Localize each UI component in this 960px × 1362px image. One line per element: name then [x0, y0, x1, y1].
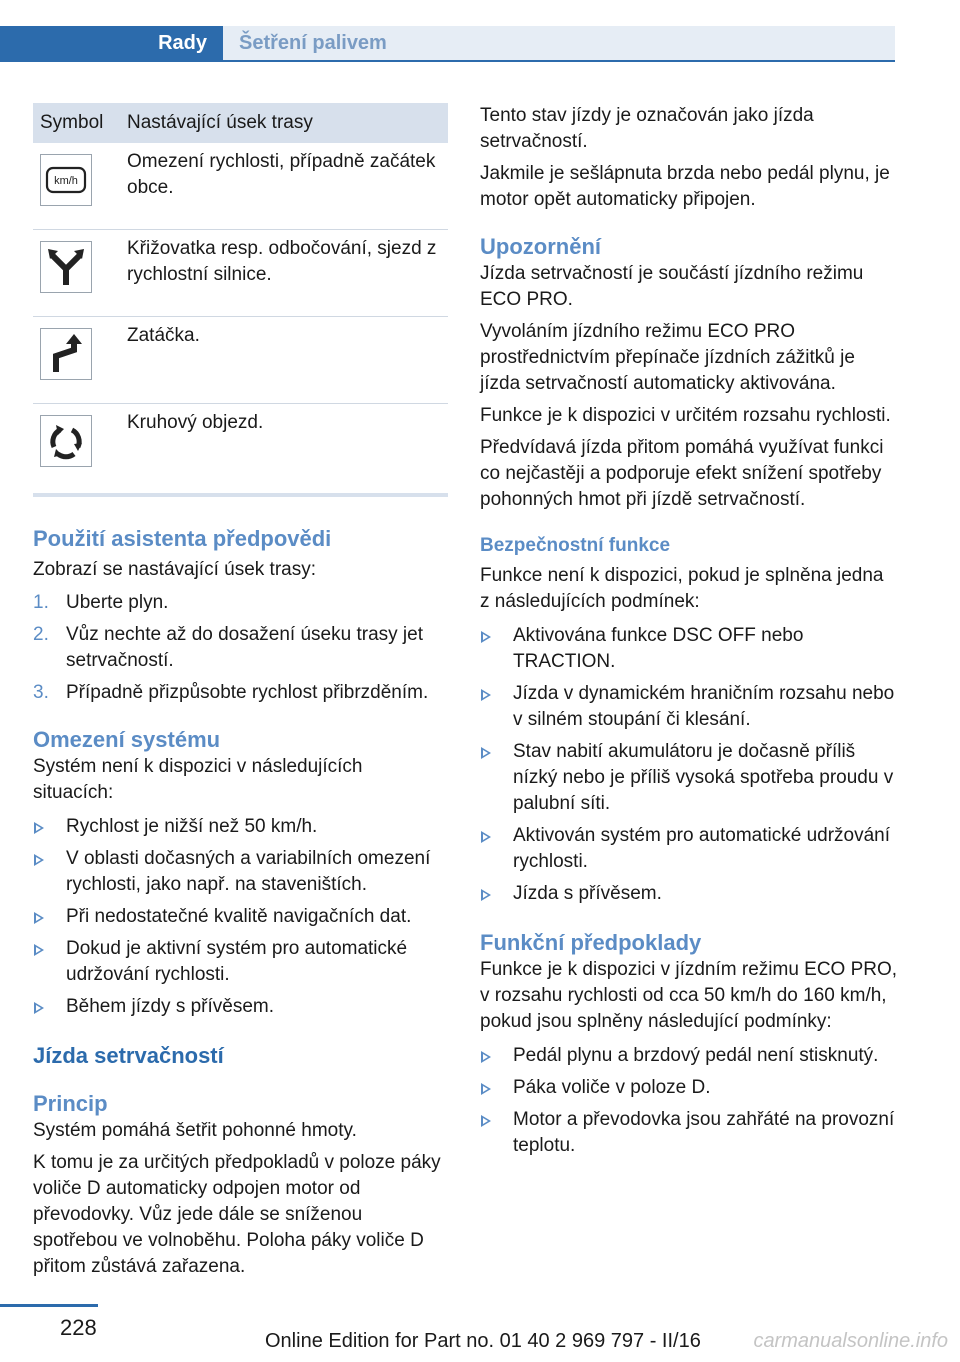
- list-item-text: Dokud je aktivní systém pro automatické udržování rychlosti.: [66, 938, 408, 985]
- coasting-p1: Systém pomáhá šetřit pohonné hmoty.: [33, 1120, 357, 1141]
- watermark: carmanualsonline.info: [753, 1330, 948, 1352]
- safety-heading: Bezpečnostní funkce: [480, 535, 671, 556]
- bullet-triangle-icon: [34, 854, 44, 866]
- list-item-text: Páka voliče v poloze D.: [513, 1077, 711, 1098]
- usage-intro: Zobrazí se nastávající úsek trasy:: [33, 559, 317, 580]
- limits-heading: Omezení systému: [33, 727, 221, 752]
- bullet-triangle-icon: [481, 1051, 491, 1063]
- header-chapter-tab[interactable]: Šetření palivem: [223, 26, 895, 60]
- prereq-heading: Funkční předpoklady: [480, 930, 702, 955]
- table-row: [33, 143, 448, 230]
- prereq-list: [480, 1043, 898, 1159]
- list-item-text: Při nedostatečné kvalitě navigačních dat.: [66, 906, 412, 927]
- list-item-text: Během jízdy s přívěsem.: [66, 996, 275, 1017]
- step-text: Vůz nechte až do dosažení úseku trasy jet setrvačností.: [66, 624, 423, 671]
- col-header-symbol: Symbol: [33, 103, 120, 143]
- list-item-text: Jízda s přívěsem.: [513, 883, 662, 904]
- list-item: [480, 823, 898, 875]
- list-item: [480, 1075, 898, 1101]
- row-text: Křižovatka resp. odbočování, sjezd z rychlostní silnice.: [120, 230, 448, 317]
- notice-p1: Jízda setrvačností je součástí jízdního režimu ECO PRO.: [480, 263, 864, 310]
- step-text: Případně přizpůsobte rychlost přibrzděním.: [66, 682, 429, 703]
- roundabout-icon: [40, 415, 92, 467]
- step-text: Uberte plyn.: [66, 592, 169, 613]
- table-row: [33, 317, 448, 404]
- list-item-text: Pedál plynu a brzdový pedál není stisknutý.: [513, 1045, 879, 1066]
- bullet-triangle-icon: [34, 912, 44, 924]
- list-item-text: Stav nabití akumulátoru je dočasně příliš nízký nebo je příliš vysoká spotřeba proudu v palubní síti.: [513, 741, 894, 814]
- limits-intro: Systém není k dispozici v následujících situacích:: [33, 756, 363, 803]
- list-item-text: V oblasti dočasných a variabilních omezení rychlosti, jako např. na staveništích.: [66, 848, 431, 895]
- list-item: [33, 846, 448, 898]
- step-number: 3.: [33, 682, 49, 703]
- header-section-tab[interactable]: Rady: [0, 26, 223, 60]
- list-item-text: Jízda v dynamickém hraničním rozsahu nebo v silném stoupání či klesání.: [513, 683, 895, 730]
- footer-rule: [0, 1304, 98, 1307]
- row-text: Zatáčka.: [120, 317, 448, 404]
- bullet-triangle-icon: [34, 944, 44, 956]
- bullet-triangle-icon: [481, 631, 491, 643]
- list-item: [480, 1043, 898, 1069]
- usage-heading: Použití asistenta předpovědi: [33, 526, 332, 551]
- speed-limit-kmh-icon: [40, 154, 92, 206]
- limits-list: [33, 814, 448, 1020]
- junction-icon: [40, 241, 92, 293]
- list-item: [33, 936, 448, 988]
- bullet-triangle-icon: [481, 747, 491, 759]
- list-item: [33, 994, 448, 1020]
- list-item-text: Rychlost je nižší než 50 km/h.: [66, 816, 318, 837]
- principle-heading: Princip: [33, 1091, 108, 1116]
- step-number: 1.: [33, 592, 49, 613]
- notice-heading: Upozornění: [480, 234, 601, 259]
- page-number: 228: [60, 1315, 97, 1340]
- right-column: [480, 103, 898, 1159]
- list-item: [33, 904, 448, 930]
- row-text: Kruhový objezd.: [120, 404, 448, 496]
- list-item: [33, 590, 448, 616]
- list-item-text: Motor a převodovka jsou zahřáté na provozní teplotu.: [513, 1109, 895, 1156]
- coasting-p3: Tento stav jízdy je označován jako jízda setrvačností.: [480, 105, 814, 152]
- bullet-triangle-icon: [34, 1002, 44, 1014]
- bullet-triangle-icon: [481, 1115, 491, 1127]
- list-item: [480, 1107, 898, 1159]
- edition-text: Online Edition for Part no. 01 40 2 969 797 - II/16: [265, 1330, 701, 1352]
- list-item: [33, 814, 448, 840]
- curve-icon: [40, 328, 92, 380]
- notice-p4: Předvídavá jízda přitom pomáhá využívat funkci co nejčastěji a podporuje efekt snížení spotřeby pohonných hmot při jízdě setrvačností.: [480, 437, 884, 510]
- notice-p2: Vyvoláním jízdního režimu ECO PRO prostřednictvím přepínače jízdních zážitků je jízda setrvačností automaticky aktivována.: [480, 321, 855, 394]
- usage-steps: [33, 590, 448, 706]
- table-row: [33, 404, 448, 496]
- header-rule: [0, 60, 895, 62]
- notice-p3: Funkce je k dispozici v určitém rozsahu rychlosti.: [480, 405, 891, 426]
- list-item-text: Aktivován systém pro automatické udržování rychlosti.: [513, 825, 891, 872]
- list-item: [480, 881, 898, 907]
- bullet-triangle-icon: [481, 831, 491, 843]
- bullet-triangle-icon: [34, 822, 44, 834]
- coasting-p2: K tomu je za určitých předpokladů v poloze páky voliče D automaticky odpojen motor od převodovky. Vůz jede dále se sníženou spotřebou ve volnoběhu. Poloha páky voliče D přitom zůstává zařazena.: [33, 1152, 441, 1277]
- step-number: 2.: [33, 624, 49, 645]
- safety-intro: Funkce není k dispozici, pokud je splněna jedna z následujících podmínek:: [480, 565, 884, 612]
- left-column: [33, 103, 448, 1280]
- symbol-table: [33, 103, 448, 497]
- coasting-heading: Jízda setrvačností: [33, 1043, 224, 1068]
- coasting-p4: Jakmile je sešlápnuta brzda nebo pedál plynu, je motor opět automaticky připojen.: [480, 163, 890, 210]
- prereq-intro: Funkce je k dispozici v jízdním režimu ECO PRO, v rozsahu rychlosti od cca 50 km/h do 160 km/h, pokud jsou splněny následující podmínky:: [480, 959, 898, 1032]
- table-row: [33, 230, 448, 317]
- bullet-triangle-icon: [481, 889, 491, 901]
- list-item-text: Aktivována funkce DSC OFF nebo TRACTION.: [513, 625, 804, 672]
- list-item: [480, 739, 898, 817]
- col-header-section: Nastávající úsek trasy: [120, 103, 448, 143]
- bullet-triangle-icon: [481, 1083, 491, 1095]
- list-item: [480, 681, 898, 733]
- bullet-triangle-icon: [481, 689, 491, 701]
- page-header: [0, 0, 960, 64]
- list-item: [33, 622, 448, 674]
- list-item: [33, 680, 448, 706]
- safety-list: [480, 623, 898, 907]
- list-item: [480, 623, 898, 675]
- row-text: Omezení rychlosti, případně začátek obce.: [120, 143, 448, 230]
- speed-limit-icon-text: km/h: [54, 175, 78, 187]
